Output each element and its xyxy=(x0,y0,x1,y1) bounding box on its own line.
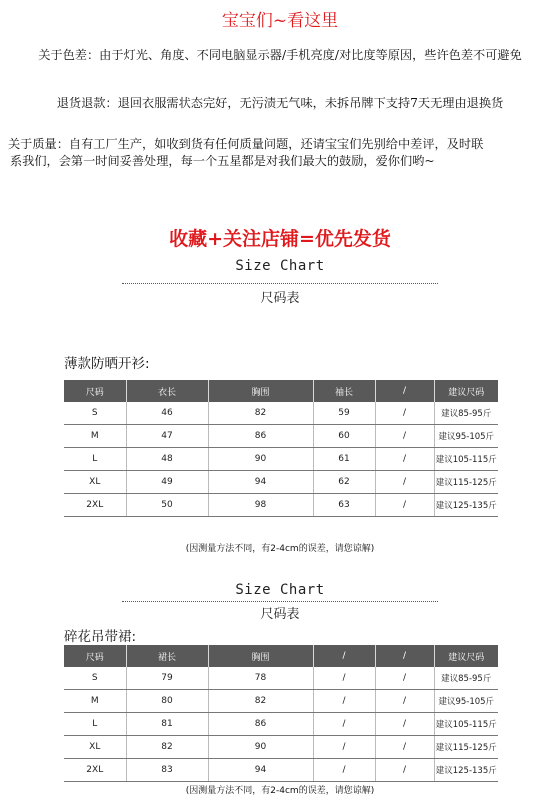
table-cell: / xyxy=(313,713,375,736)
table-row xyxy=(64,667,498,690)
table-cell: 90 xyxy=(208,736,313,759)
table-cell: 82 xyxy=(208,402,313,425)
table-cell: / xyxy=(375,690,434,713)
table-cell: 82 xyxy=(126,736,208,759)
size-chart-subheading: 尺码表 xyxy=(260,607,300,622)
column-header: 胸围 xyxy=(208,645,313,667)
table-cell: 建议105-115斤 xyxy=(434,713,498,736)
table-row xyxy=(64,471,498,494)
heading-divider xyxy=(122,601,438,602)
section-title: 碎花吊带裙: xyxy=(64,629,137,645)
column-header: 尺码 xyxy=(64,645,126,667)
table-cell: S xyxy=(64,667,126,690)
table-cell: M xyxy=(64,425,126,448)
quality-note-line1: 关于质量：自有工厂生产，如收到货有任何质量问题，还请宝宝们先别给中差评，及时联 xyxy=(8,137,484,151)
table-cell: L xyxy=(64,713,126,736)
size-chart-heading: Size Chart xyxy=(235,258,325,274)
column-header: 裙长 xyxy=(126,645,208,667)
table-cell: 建议125-135斤 xyxy=(434,494,498,517)
table-cell: / xyxy=(313,736,375,759)
table-cell: 61 xyxy=(313,448,375,471)
table-cell: L xyxy=(64,448,126,471)
page-title: 宝宝们~看这里 xyxy=(221,11,339,31)
table-cell: 63 xyxy=(313,494,375,517)
table-cell: M xyxy=(64,690,126,713)
table-cell: / xyxy=(375,713,434,736)
column-header: 衣长 xyxy=(126,380,208,402)
table-cell: / xyxy=(375,425,434,448)
size-table-2 xyxy=(64,645,498,782)
table-cell: XL xyxy=(64,471,126,494)
table-cell: / xyxy=(375,736,434,759)
table-cell: / xyxy=(313,690,375,713)
table-cell: 建议115-125斤 xyxy=(434,471,498,494)
table-cell: / xyxy=(375,759,434,782)
table-cell: 90 xyxy=(208,448,313,471)
table-cell: / xyxy=(375,402,434,425)
section-title: 薄款防晒开衫: xyxy=(64,356,150,372)
column-header: 胸围 xyxy=(208,380,313,402)
table-cell: 79 xyxy=(126,667,208,690)
table-cell: 80 xyxy=(126,690,208,713)
table-cell: 48 xyxy=(126,448,208,471)
table-cell: 81 xyxy=(126,713,208,736)
table-cell: 建议125-135斤 xyxy=(434,759,498,782)
column-header: 尺码 xyxy=(64,380,126,402)
table-cell: 59 xyxy=(313,402,375,425)
table-row xyxy=(64,690,498,713)
table-cell: 2XL xyxy=(64,494,126,517)
table-row xyxy=(64,736,498,759)
table-cell: 86 xyxy=(208,713,313,736)
heading-divider xyxy=(122,283,438,284)
table-cell: S xyxy=(64,402,126,425)
table-row xyxy=(64,425,498,448)
table-cell: / xyxy=(375,667,434,690)
table-row xyxy=(64,494,498,517)
column-header: / xyxy=(313,645,375,667)
table-cell: / xyxy=(375,448,434,471)
table-row xyxy=(64,713,498,736)
table-row xyxy=(64,759,498,782)
quality-note-line2: 系我们，会第一时间妥善处理，每一个五星都是对我们最大的鼓励，爱你们哟~ xyxy=(10,154,435,168)
table-cell: 60 xyxy=(313,425,375,448)
table-cell: 94 xyxy=(208,759,313,782)
table-cell: 49 xyxy=(126,471,208,494)
table-cell: 83 xyxy=(126,759,208,782)
promo-banner: 收藏+关注店铺=优先发货 xyxy=(169,228,391,250)
table-cell: 建议115-125斤 xyxy=(434,736,498,759)
table-cell: 50 xyxy=(126,494,208,517)
table-cell: 86 xyxy=(208,425,313,448)
table-cell: / xyxy=(375,471,434,494)
table-cell: 建议105-115斤 xyxy=(434,448,498,471)
column-header: 袖长 xyxy=(313,380,375,402)
column-header: / xyxy=(375,380,434,402)
measurement-caption: (因测量方法不同，有2-4cm的误差，请您谅解) xyxy=(185,544,375,554)
table-cell: 47 xyxy=(126,425,208,448)
table-cell: 46 xyxy=(126,402,208,425)
table-cell: 2XL xyxy=(64,759,126,782)
table-cell: 62 xyxy=(313,471,375,494)
table-cell: 建议95-105斤 xyxy=(434,690,498,713)
table-cell: 建议85-95斤 xyxy=(434,402,498,425)
column-header: 建议尺码 xyxy=(434,645,498,667)
table-cell: / xyxy=(375,494,434,517)
column-header: 建议尺码 xyxy=(434,380,498,402)
measurement-caption: (因测量方法不同，有2-4cm的误差，请您谅解) xyxy=(185,786,375,796)
table-cell: 94 xyxy=(208,471,313,494)
size-table-1 xyxy=(64,380,498,517)
table-cell: 建议95-105斤 xyxy=(434,425,498,448)
table-cell: 建议85-95斤 xyxy=(434,667,498,690)
table-cell: 78 xyxy=(208,667,313,690)
table-cell: 98 xyxy=(208,494,313,517)
color-difference-note: 关于色差：由于灯光、角度、不同电脑显示器/手机亮度/对比度等原因，些许色差不可避免 xyxy=(38,48,522,62)
table-row xyxy=(64,402,498,425)
table-cell: / xyxy=(313,667,375,690)
return-policy-note: 退货退款：退回衣服需状态完好，无污渍无气味，未拆吊牌下支持7天无理由退换货 xyxy=(56,96,504,110)
size-chart-subheading: 尺码表 xyxy=(260,291,300,306)
size-chart-heading: Size Chart xyxy=(235,582,325,598)
table-cell: / xyxy=(313,759,375,782)
table-cell: 82 xyxy=(208,690,313,713)
table-cell: XL xyxy=(64,736,126,759)
table-row xyxy=(64,448,498,471)
column-header: / xyxy=(375,645,434,667)
